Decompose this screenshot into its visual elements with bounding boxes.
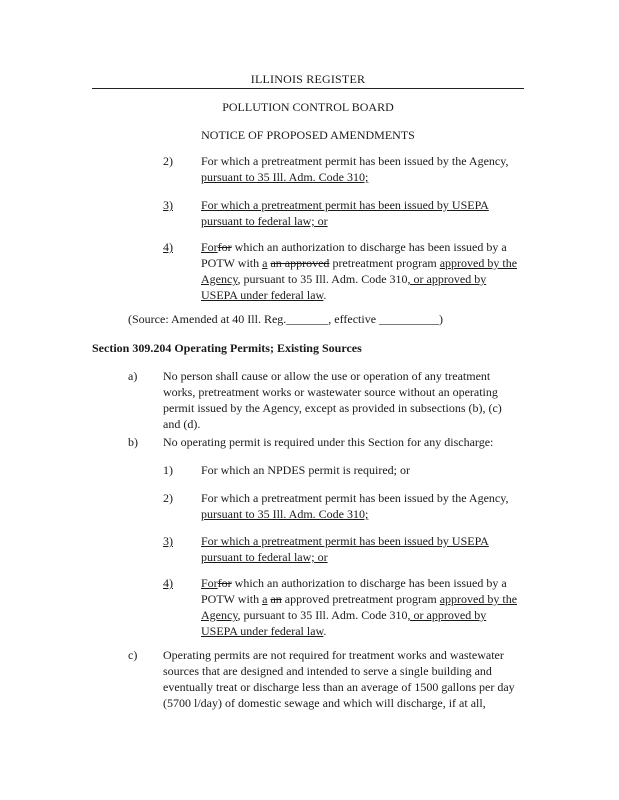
list-number-inserted: 4)	[163, 240, 173, 254]
list-item-text	[201, 287, 326, 303]
list-item-text	[201, 591, 517, 607]
list-number-inserted: 3)	[163, 198, 173, 212]
inserted-text: For which a pretreatment permit has been issued by USEPA	[201, 198, 489, 212]
subsection-label: c)	[128, 648, 138, 662]
plain-text: .	[323, 288, 327, 302]
inserted-text: , or approved by	[407, 272, 487, 286]
paragraph-line: and (d).	[163, 417, 201, 431]
list-item-text	[201, 623, 326, 639]
list-item-text	[201, 271, 486, 287]
deleted-text: for	[217, 240, 232, 254]
plain-text: , pursuant to 35 Ill. Adm. Code 310	[237, 608, 408, 622]
list-number: 2)	[163, 491, 173, 505]
inserted-text: approved by the	[439, 592, 518, 606]
list-number-inserted: 4)	[163, 576, 173, 590]
inserted-text: pursuant to federal law; or	[201, 214, 328, 228]
inserted-text: , or approved by	[407, 608, 487, 622]
inserted-text: USEPA under federal law	[201, 624, 324, 638]
board-name: POLLUTION CONTROL BOARD	[222, 100, 394, 114]
list-item-text	[201, 549, 328, 565]
list-item-text: For which an NPDES permit is required; or	[201, 463, 410, 477]
paragraph-line: permit issued by the Agency, except as provided in subsections (b), (c)	[163, 401, 502, 415]
paragraph-line: No operating permit is required under this Section for any discharge:	[163, 435, 494, 449]
register-header: ILLINOIS REGISTER	[250, 72, 366, 86]
inserted-text: Agency	[201, 272, 238, 286]
section-heading: Section 309.204 Operating Permits; Existing Sources	[92, 341, 362, 355]
inserted-text: a	[262, 592, 268, 606]
subsection-label: a)	[128, 369, 138, 383]
inserted-text: USEPA under federal law	[201, 288, 324, 302]
plain-text: POTW with	[201, 592, 263, 606]
list-item-text: For which a pretreatment permit has been issued by the Agency,	[201, 154, 509, 168]
list-item-text	[201, 607, 486, 623]
list-item-text	[201, 575, 507, 591]
plain-text: pretreatment program	[329, 256, 440, 270]
plain-text: which an authorization to discharge has been issued by a	[231, 576, 507, 590]
paragraph-line: No person shall cause or allow the use or operation of any treatment	[163, 369, 491, 383]
list-item-text	[201, 255, 517, 271]
paragraph-line: sources that are designed and intended to serve a single building and	[163, 664, 492, 678]
inserted-text: pursuant to 35 Ill. Adm. Code 310;	[201, 507, 369, 521]
list-number: 2)	[163, 154, 173, 168]
subsection-label: b)	[128, 435, 138, 449]
list-item-text	[201, 239, 507, 255]
plain-text: which an authorization to discharge has been issued by a	[231, 240, 507, 254]
source-note: (Source: Amended at 40 Ill. Reg._______, effective __________)	[128, 312, 444, 326]
paragraph-line: Operating permits are not required for treatment works and wastewater	[163, 648, 504, 662]
notice-title: NOTICE OF PROPOSED AMENDMENTS	[201, 128, 415, 142]
inserted-text: For which a pretreatment permit has been issued by USEPA	[201, 534, 489, 548]
plain-text: .	[323, 624, 327, 638]
plain-text: , pursuant to 35 Ill. Adm. Code 310	[237, 272, 408, 286]
list-number: 1)	[163, 463, 173, 477]
plain-text: approved pretreatment program	[281, 592, 440, 606]
paragraph-line: eventually treat or discharge less than an average of 1500 gallons per day	[163, 680, 515, 694]
plain-text: POTW with	[201, 256, 263, 270]
inserted-text: pursuant to 35 Ill. Adm. Code 310;	[201, 170, 369, 184]
header-rule	[92, 88, 524, 89]
deleted-text: for	[217, 576, 232, 590]
inserted-text: For	[201, 240, 218, 254]
list-number-inserted: 3)	[163, 534, 173, 548]
inserted-text: approved by the	[439, 256, 518, 270]
list-item-text: For which a pretreatment permit has been issued by the Agency,	[201, 491, 509, 505]
paragraph-line: works, pretreatment works or wastewater source without an operating	[163, 385, 498, 399]
deleted-text: an	[270, 592, 282, 606]
list-item-text	[201, 213, 328, 229]
inserted-text: For	[201, 576, 218, 590]
paragraph-line: (5700 l/day) of domestic sewage and which will discharge, if at all,	[163, 696, 486, 710]
inserted-text: Agency	[201, 608, 238, 622]
inserted-text: a	[262, 256, 268, 270]
deleted-text: an approved	[270, 256, 330, 270]
inserted-text: pursuant to federal law; or	[201, 550, 328, 564]
